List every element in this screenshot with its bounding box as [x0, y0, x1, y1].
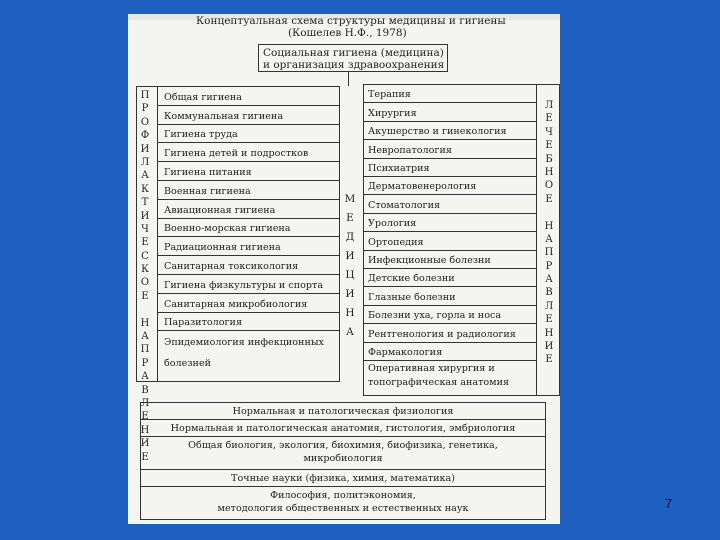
vertical-letter: Ч [141, 223, 149, 235]
prophylactic-item: Паразитология [158, 313, 339, 332]
vertical-letter: И [140, 143, 150, 155]
fundamental-sciences-box [140, 402, 546, 520]
vertical-letter: Н [544, 327, 554, 339]
therapeutic-item: Фармакология [364, 343, 536, 361]
vertical-letter: Е [141, 451, 149, 463]
vertical-letter: П [544, 247, 554, 259]
prophylactic-item: Военно-морская гигиена [158, 219, 339, 238]
vertical-letter: Е [545, 140, 553, 152]
vertical-letter: А [141, 371, 149, 383]
therapeutic-item: Инфекционные болезни [364, 251, 536, 269]
prophylactic-item: Гигиена детей и подростков [158, 143, 339, 162]
vertical-letter: О [140, 277, 150, 289]
prophylactic-item: Коммунальная гигиена [158, 106, 339, 125]
prophylactic-list [157, 87, 339, 381]
therapeutic-item: Стоматология [364, 195, 536, 213]
vertical-letter: В [141, 384, 149, 396]
therapeutic-column [363, 84, 560, 396]
prophylactic-item: Гигиена труда [158, 125, 339, 144]
vertical-letter: Н [140, 424, 150, 436]
vertical-letter: Е [545, 193, 553, 205]
vertical-letter: Н [140, 317, 150, 329]
vertical-letter: Л [140, 156, 150, 168]
vertical-letter: А [545, 274, 553, 286]
prophylactic-item: Авиационная гигиена [158, 200, 339, 219]
vertical-letter: А [141, 331, 149, 343]
vertical-letter: Е [545, 314, 553, 326]
vertical-letter: Е [141, 411, 149, 423]
vertical-letter: К [141, 264, 149, 276]
therapeutic-list [364, 85, 537, 395]
vertical-letter: И [140, 438, 150, 450]
therapeutic-item: Терапия [364, 85, 536, 103]
vertical-letter: А [545, 233, 553, 245]
vertical-letter: Н [544, 220, 554, 232]
bottom-row: Точные науки (физика, химия, математика) [141, 470, 545, 487]
bottom-row: Общая биология, экология, биохимия, биофизика, генетика, микробиология [141, 437, 545, 470]
bottom-row: Философия, политэкономия, методология общественных и естественных наук [217, 490, 469, 514]
vertical-letter: А [141, 170, 149, 182]
medicine-vertical-label [343, 190, 357, 342]
vertical-letter: Е [141, 290, 149, 302]
vertical-letter: С [141, 250, 149, 262]
prophylactic-item: Санитарная токсикология [158, 256, 339, 275]
prophylactic-item: Радиационная гигиена [158, 237, 339, 256]
vertical-letter: Е [141, 237, 149, 249]
vertical-letter: П [140, 90, 150, 101]
prophylactic-item: Общая гигиена [158, 87, 339, 106]
bottom-row: Нормальная и патологическая физиология [141, 403, 545, 420]
therapeutic-item: Психиатрия [364, 159, 536, 177]
top-connector [348, 72, 349, 86]
vertical-letter: И [544, 341, 554, 353]
vertical-letter: Р [141, 357, 149, 369]
page-number: 7 [665, 496, 673, 511]
scheme-title: Концептуальная схема структуры медицины и гигиены [196, 15, 506, 27]
prophylactic-item: Военная гигиена [158, 181, 339, 200]
social-hygiene-line1: Социальная гигиена (медицина) [263, 47, 444, 59]
vertical-letter: Е [545, 354, 553, 366]
vertical-letter: А [346, 326, 354, 338]
therapeutic-vertical-label [542, 99, 556, 367]
vertical-letter: Л [140, 397, 150, 409]
social-hygiene-box [258, 44, 448, 72]
vertical-letter: Ц [345, 269, 355, 281]
vertical-letter: О [544, 180, 554, 192]
prophylactic-item: болезней [164, 357, 212, 369]
therapeutic-item: Глазные болезни [364, 287, 536, 305]
therapeutic-item: Рентгенология и радиология [364, 324, 536, 342]
therapeutic-item: Оперативная хирургия и [368, 363, 495, 374]
vertical-letter: Ф [140, 130, 150, 142]
social-hygiene-line2: и организация здравоохранения [263, 59, 445, 71]
vertical-letter: М [344, 193, 356, 205]
vertical-letter: О [140, 116, 150, 128]
therapeutic-item: Дерматовенерология [364, 177, 536, 195]
vertical-letter: И [345, 288, 355, 300]
vertical-letter: В [545, 287, 553, 299]
therapeutic-item: Невропатология [364, 140, 536, 158]
therapeutic-item: Ортопедия [364, 232, 536, 250]
vertical-letter: Б [545, 153, 553, 165]
vertical-letter: Е [545, 113, 553, 125]
therapeutic-item: Детские болезни [364, 269, 536, 287]
therapeutic-item: Акушерство и гинекология [364, 122, 536, 140]
vertical-letter: Т [141, 197, 149, 209]
vertical-letter: Н [544, 166, 554, 178]
vertical-letter: К [141, 183, 149, 195]
therapeutic-item: топографическая анатомия [368, 377, 510, 388]
vertical-letter: Д [345, 231, 355, 243]
vertical-letter: И [345, 250, 355, 262]
vertical-letter [542, 206, 556, 219]
bottom-row: Нормальная и патологическая анатомия, гистология, эмбриология [141, 420, 545, 437]
prophylactic-item: Эпидемиология инфекционных [164, 337, 324, 349]
vertical-letter: Ч [545, 126, 553, 138]
vertical-letter: Л [544, 300, 554, 312]
vertical-letter: Р [141, 103, 149, 115]
vertical-letter: Н [345, 307, 355, 319]
vertical-letter: Е [346, 212, 354, 224]
therapeutic-item: Хирургия [364, 103, 536, 121]
vertical-letter: И [140, 210, 150, 222]
prophylactic-item: Санитарная микробиология [158, 294, 339, 313]
therapeutic-item: Болезни уха, горла и носа [364, 306, 536, 324]
scheme-author: (Кошелев Н.Ф., 1978) [288, 27, 407, 39]
prophylactic-item: Гигиена питания [158, 162, 339, 181]
vertical-letter: Р [545, 260, 553, 272]
vertical-letter: Л [544, 100, 554, 111]
scanned-scheme [128, 14, 560, 524]
prophylactic-column [136, 86, 340, 463]
vertical-letter: П [140, 344, 150, 356]
therapeutic-item: Урология [364, 214, 536, 232]
prophylactic-item: Гигиена физкультуры и спорта [158, 275, 339, 294]
vertical-letter [138, 303, 152, 316]
